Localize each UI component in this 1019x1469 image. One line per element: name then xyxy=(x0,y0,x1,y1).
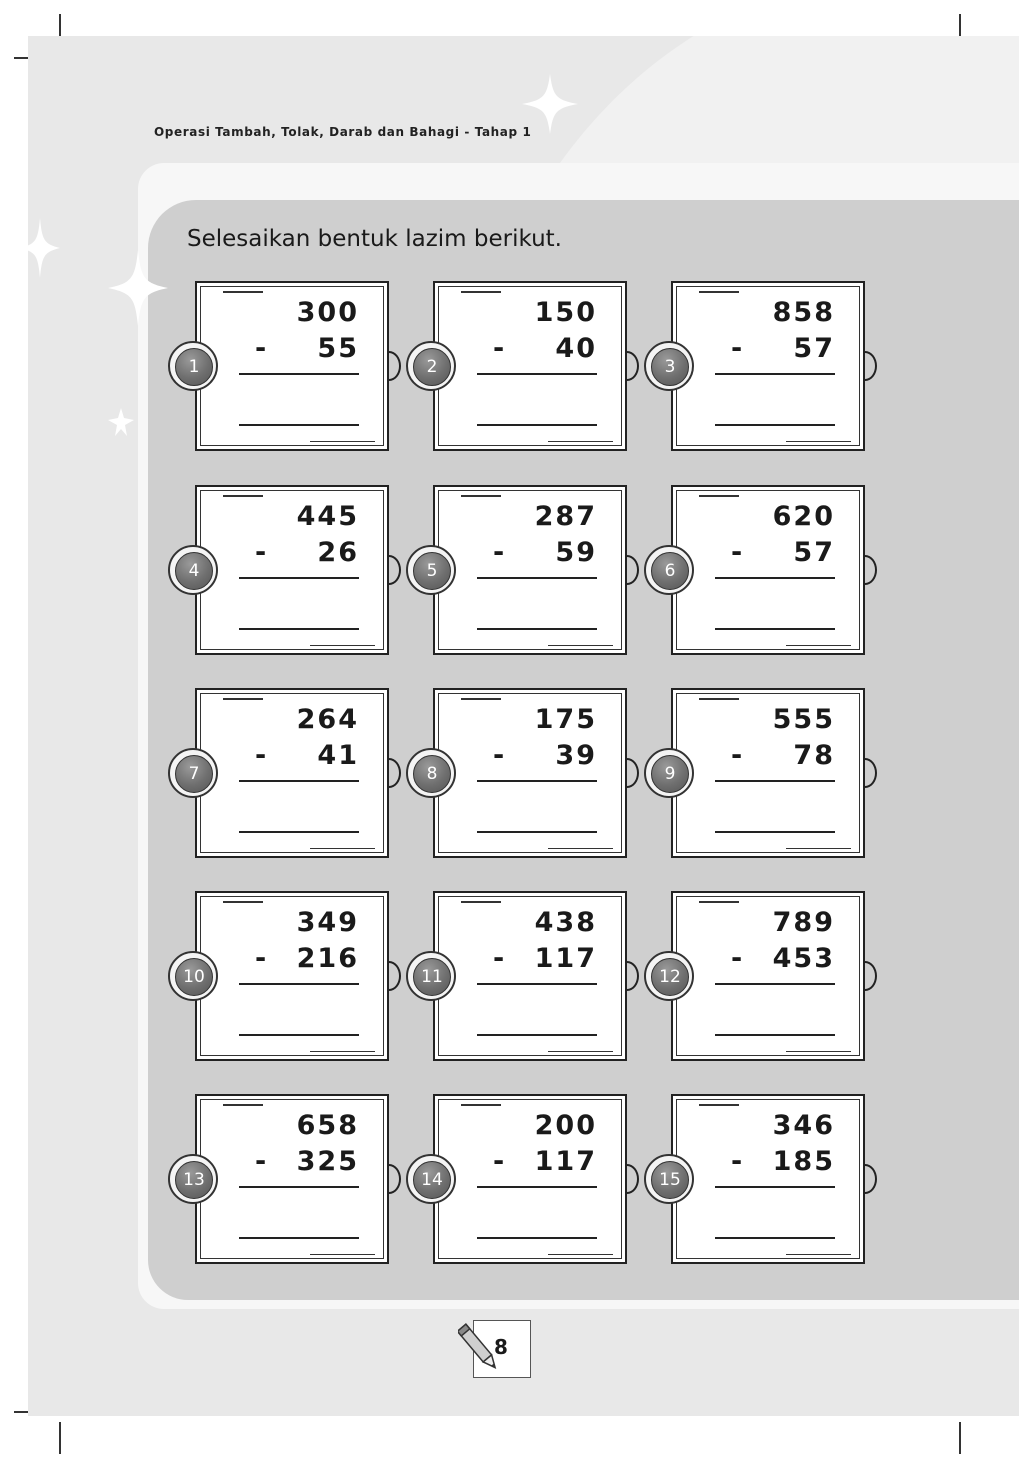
card-decoration xyxy=(548,441,613,443)
answer-blank[interactable] xyxy=(477,831,597,833)
minuend: 264 xyxy=(296,704,359,735)
answer-rule xyxy=(715,1186,835,1188)
card-decoration xyxy=(223,698,263,700)
answer-blank[interactable] xyxy=(239,628,359,630)
pencil-icon xyxy=(458,1318,498,1378)
minus-sign: - xyxy=(493,943,505,974)
subtrahend: 57 xyxy=(793,333,835,364)
problem-card xyxy=(195,688,389,858)
problem-number-badge xyxy=(168,748,218,798)
crop-mark xyxy=(959,1422,961,1454)
problem-number: 10 xyxy=(175,958,213,996)
problem-card xyxy=(671,281,865,451)
minuend: 150 xyxy=(534,297,597,328)
answer-blank[interactable] xyxy=(477,1237,597,1239)
minuend: 346 xyxy=(772,1110,835,1141)
subtrahend: 55 xyxy=(317,333,359,364)
card-decoration xyxy=(223,291,263,293)
minuend: 438 xyxy=(534,907,597,938)
problem-number: 1 xyxy=(175,348,213,386)
minus-sign: - xyxy=(731,943,743,974)
problem-card xyxy=(433,281,627,451)
problem-number-badge xyxy=(168,545,218,595)
minuend: 300 xyxy=(296,297,359,328)
problem-number-badge xyxy=(406,341,456,391)
problem-card xyxy=(671,688,865,858)
card-decoration xyxy=(310,848,375,850)
answer-rule xyxy=(715,983,835,985)
minus-sign: - xyxy=(255,1146,267,1177)
answer-blank[interactable] xyxy=(477,1034,597,1036)
card-decoration xyxy=(699,698,739,700)
minus-sign: - xyxy=(255,943,267,974)
card-decoration xyxy=(461,901,501,903)
problem-number-badge xyxy=(406,1154,456,1204)
problem-card xyxy=(195,281,389,451)
problem-number: 9 xyxy=(651,755,689,793)
answer-blank[interactable] xyxy=(715,1034,835,1036)
subtrahend: 26 xyxy=(317,537,359,568)
subtrahend: 41 xyxy=(317,740,359,771)
minus-sign: - xyxy=(731,1146,743,1177)
card-decoration xyxy=(461,291,501,293)
answer-rule xyxy=(715,577,835,579)
minus-sign: - xyxy=(493,740,505,771)
card-decoration xyxy=(699,1104,739,1106)
subtrahend: 40 xyxy=(555,333,597,364)
card-decoration xyxy=(223,1104,263,1106)
minus-sign: - xyxy=(493,1146,505,1177)
card-decoration xyxy=(548,1254,613,1256)
card-decoration xyxy=(310,441,375,443)
card-decoration xyxy=(223,495,263,497)
answer-blank[interactable] xyxy=(477,424,597,426)
problem-number-badge xyxy=(644,951,694,1001)
problem-number: 6 xyxy=(651,552,689,590)
card-decoration xyxy=(548,1051,613,1053)
minuend: 287 xyxy=(534,501,597,532)
subtrahend: 117 xyxy=(534,943,597,974)
answer-blank[interactable] xyxy=(239,831,359,833)
problem-number: 3 xyxy=(651,348,689,386)
subtrahend: 117 xyxy=(534,1146,597,1177)
problem-number-badge xyxy=(644,545,694,595)
problem-card xyxy=(671,485,865,655)
card-decoration xyxy=(699,291,739,293)
minus-sign: - xyxy=(255,740,267,771)
answer-rule xyxy=(239,1186,359,1188)
answer-rule xyxy=(477,577,597,579)
card-decoration xyxy=(786,645,851,647)
subtrahend: 57 xyxy=(793,537,835,568)
subtrahend: 185 xyxy=(772,1146,835,1177)
answer-rule xyxy=(239,780,359,782)
answer-blank[interactable] xyxy=(715,831,835,833)
answer-rule xyxy=(477,373,597,375)
card-decoration xyxy=(461,1104,501,1106)
sparkle-icon xyxy=(20,218,60,278)
problem-number-badge xyxy=(168,341,218,391)
subtrahend: 453 xyxy=(772,943,835,974)
minus-sign: - xyxy=(493,537,505,568)
minuend: 445 xyxy=(296,501,359,532)
problem-number-badge xyxy=(406,951,456,1001)
minus-sign: - xyxy=(731,537,743,568)
subtrahend: 325 xyxy=(296,1146,359,1177)
card-decoration xyxy=(699,901,739,903)
minus-sign: - xyxy=(255,333,267,364)
problem-number: 7 xyxy=(175,755,213,793)
answer-rule xyxy=(477,983,597,985)
subtrahend: 216 xyxy=(296,943,359,974)
card-decoration xyxy=(310,1051,375,1053)
answer-rule xyxy=(477,1186,597,1188)
minus-sign: - xyxy=(731,333,743,364)
crop-mark xyxy=(59,1422,61,1454)
problem-number-badge xyxy=(644,341,694,391)
minuend: 349 xyxy=(296,907,359,938)
problem-card xyxy=(195,891,389,1061)
answer-blank[interactable] xyxy=(239,1237,359,1239)
minuend: 620 xyxy=(772,501,835,532)
card-decoration xyxy=(699,495,739,497)
problem-number: 2 xyxy=(413,348,451,386)
answer-blank[interactable] xyxy=(239,1034,359,1036)
answer-rule xyxy=(239,577,359,579)
problem-card xyxy=(195,485,389,655)
minus-sign: - xyxy=(255,537,267,568)
card-decoration xyxy=(548,848,613,850)
answer-blank[interactable] xyxy=(239,424,359,426)
instruction-text: Selesaikan bentuk lazim berikut. xyxy=(187,226,562,252)
problem-number-badge xyxy=(644,748,694,798)
minuend: 555 xyxy=(772,704,835,735)
minuend: 200 xyxy=(534,1110,597,1141)
card-decoration xyxy=(548,645,613,647)
subtrahend: 39 xyxy=(555,740,597,771)
problem-number-badge xyxy=(168,1154,218,1204)
problem-number-badge xyxy=(644,1154,694,1204)
problem-card xyxy=(433,1094,627,1264)
problem-number: 11 xyxy=(413,958,451,996)
answer-rule xyxy=(715,780,835,782)
answer-rule xyxy=(239,373,359,375)
problem-number: 8 xyxy=(413,755,451,793)
minuend: 658 xyxy=(296,1110,359,1141)
card-decoration xyxy=(786,441,851,443)
problem-card xyxy=(433,688,627,858)
problem-card xyxy=(671,1094,865,1264)
minuend: 789 xyxy=(772,907,835,938)
sparkle-icon xyxy=(108,408,134,436)
subtrahend: 59 xyxy=(555,537,597,568)
page-header: Operasi Tambah, Tolak, Darab dan Bahagi - Tahap 1 xyxy=(154,125,532,139)
answer-blank[interactable] xyxy=(715,424,835,426)
answer-blank[interactable] xyxy=(715,1237,835,1239)
answer-rule xyxy=(715,373,835,375)
minuend: 858 xyxy=(772,297,835,328)
answer-rule xyxy=(239,983,359,985)
problem-number-badge xyxy=(168,951,218,1001)
answer-blank[interactable] xyxy=(715,628,835,630)
problem-number: 15 xyxy=(651,1161,689,1199)
problem-card xyxy=(195,1094,389,1264)
card-decoration xyxy=(461,698,501,700)
minus-sign: - xyxy=(493,333,505,364)
problem-number-badge xyxy=(406,545,456,595)
problem-number: 13 xyxy=(175,1161,213,1199)
problem-number-badge xyxy=(406,748,456,798)
page-number: 8 xyxy=(494,1335,508,1359)
answer-rule xyxy=(477,780,597,782)
problem-card xyxy=(433,891,627,1061)
subtrahend: 78 xyxy=(793,740,835,771)
card-decoration xyxy=(461,495,501,497)
minuend: 175 xyxy=(534,704,597,735)
card-decoration xyxy=(786,848,851,850)
problem-number: 4 xyxy=(175,552,213,590)
problem-number: 12 xyxy=(651,958,689,996)
problem-card xyxy=(671,891,865,1061)
problem-card xyxy=(433,485,627,655)
card-decoration xyxy=(786,1254,851,1256)
minus-sign: - xyxy=(731,740,743,771)
problem-number: 14 xyxy=(413,1161,451,1199)
card-decoration xyxy=(223,901,263,903)
card-decoration xyxy=(310,1254,375,1256)
problem-number: 5 xyxy=(413,552,451,590)
answer-blank[interactable] xyxy=(477,628,597,630)
card-decoration xyxy=(310,645,375,647)
card-decoration xyxy=(786,1051,851,1053)
sparkle-icon xyxy=(108,250,168,326)
